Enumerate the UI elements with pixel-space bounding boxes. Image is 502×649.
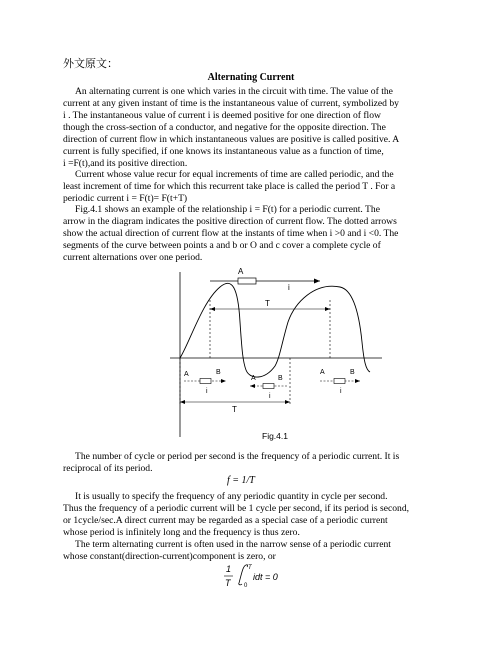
paragraph-2-line: least increment of time for which this recurrent take place is called the period T . For a — [63, 181, 396, 192]
paragraph-3-line: show the actual direction of current flow at the instants of time when i >0 and i <0. The — [63, 228, 399, 239]
period-label-bottom: T — [232, 405, 237, 414]
top-arrowhead — [314, 279, 320, 284]
conductor-right-arrowhead — [355, 379, 360, 383]
conductor-left — [184, 369, 226, 395]
conductor-left-label-i: i — [206, 388, 208, 395]
paragraph-3-line: Fig.4.1 shows an example of the relationship i = F(t) for a periodic current. The — [75, 204, 380, 215]
document-title: Alternating Current — [207, 72, 295, 83]
paragraph-5-line: It is usually to specify the frequency of any periodic quantity in cycle per second. — [75, 491, 388, 502]
header-label: 外文原文： — [63, 57, 118, 70]
paragraph-5 — [63, 491, 409, 539]
paragraph-6-line: The term alternating current is often used in the narrow sense of a periodic current — [75, 539, 391, 550]
paragraph-5-line: Thus the frequency of a periodic current will be 1 cycle per second, if its period is second, — [63, 503, 410, 514]
paragraph-1-line: current is fully specified, if one knows its instantaneous value as a function of time, — [63, 146, 384, 157]
paragraph-1-line: current at any given instant of time is the instantaneous value of current, symbolized by — [63, 98, 399, 109]
integral-equation — [222, 562, 312, 600]
paragraph-3 — [63, 204, 398, 264]
integral-fraction-denominator: T — [225, 578, 231, 588]
conductor-middle-label-i: i — [269, 393, 271, 400]
paragraph-3-line: segments of the curve between points a and b or O and c cover a complete cycle of — [63, 240, 381, 251]
integral-upper-limit: T — [248, 565, 252, 571]
integral-fraction-numerator: 1 — [226, 564, 232, 574]
paragraph-5-line: or 1cycle/sec.A direct current may be regarded as a special case of a periodic current — [63, 515, 388, 526]
conductor-middle-label-b: B — [278, 375, 283, 382]
conductor-middle-box — [263, 384, 274, 389]
conductor-middle — [250, 375, 288, 400]
paragraph-1 — [63, 86, 399, 170]
paragraph-3-line: arrow in the diagram indicates the positive direction of current flow. The dotted arrows — [63, 216, 397, 227]
conductor-right-label-i: i — [340, 388, 342, 395]
integral-sign — [239, 565, 248, 585]
integral-lower-limit: 0 — [244, 583, 248, 589]
top-conductor-box — [238, 278, 256, 284]
conductor-left-box — [200, 379, 211, 384]
paragraph-2 — [63, 169, 395, 205]
top-label-a: A — [238, 267, 244, 276]
conductor-middle-label-a: A — [251, 375, 256, 382]
paragraph-1-line: direction of current flow in which instantaneous values are positive is called positive. A — [63, 134, 400, 145]
paragraph-3-line: current alternations over one period. — [63, 252, 203, 263]
period-label-top: T — [265, 299, 270, 308]
paragraph-4 — [63, 451, 399, 475]
conductor-left-label-b: B — [216, 369, 221, 376]
period-arrowhead-right — [325, 307, 330, 311]
period-arrowhead-left — [210, 307, 215, 311]
paragraph-6 — [63, 539, 391, 563]
paragraph-4-line: reciprocal of its period. — [63, 463, 153, 474]
paragraph-6-line: whose constant(direction-current)component is zero, or — [63, 551, 276, 562]
current-waveform — [180, 283, 370, 377]
paragraph-1-line: i =F(t),and its positive direction. — [63, 158, 188, 169]
top-label-i: i — [288, 283, 290, 292]
paragraph-1-line: though the cross-section of a conductor, and negative for the opposite direction. The — [63, 122, 386, 133]
conductor-middle-arrowhead — [250, 384, 255, 388]
paragraph-2-line: periodic current i = F(t)= F(t+T) — [63, 193, 188, 204]
paragraph-1-line: i . The instantaneous value of current i is deemed positive for one direction of flow — [63, 110, 381, 121]
paragraph-1-line: An alternating current is one which varies in the circuit with time. The value of the — [75, 86, 393, 97]
conductor-right — [320, 369, 360, 395]
period-arrowhead-bottom-left — [180, 400, 185, 404]
frequency-equation: f = 1/T — [227, 475, 255, 486]
paragraph-2-line: Current whose value recur for equal increments of time are called periodic, and the — [75, 169, 394, 180]
paragraph-5-line: whose period is infinitely long and the frequency is thus zero. — [63, 527, 300, 538]
conductor-right-label-a: A — [320, 369, 325, 376]
paragraph-4-line: The number of cycle or period per second is the frequency of a periodic current. It is — [75, 451, 400, 462]
conductor-left-label-a: A — [184, 371, 189, 378]
period-arrowhead-bottom-right — [285, 400, 290, 404]
conductor-right-label-b: B — [350, 369, 355, 376]
conductor-left-arrowhead — [221, 379, 226, 383]
figure-alternating-current — [170, 262, 390, 447]
integral-body: idt = 0 — [253, 572, 278, 582]
figure-caption: Fig.4.1 — [262, 431, 288, 441]
conductor-right-box — [334, 379, 345, 384]
